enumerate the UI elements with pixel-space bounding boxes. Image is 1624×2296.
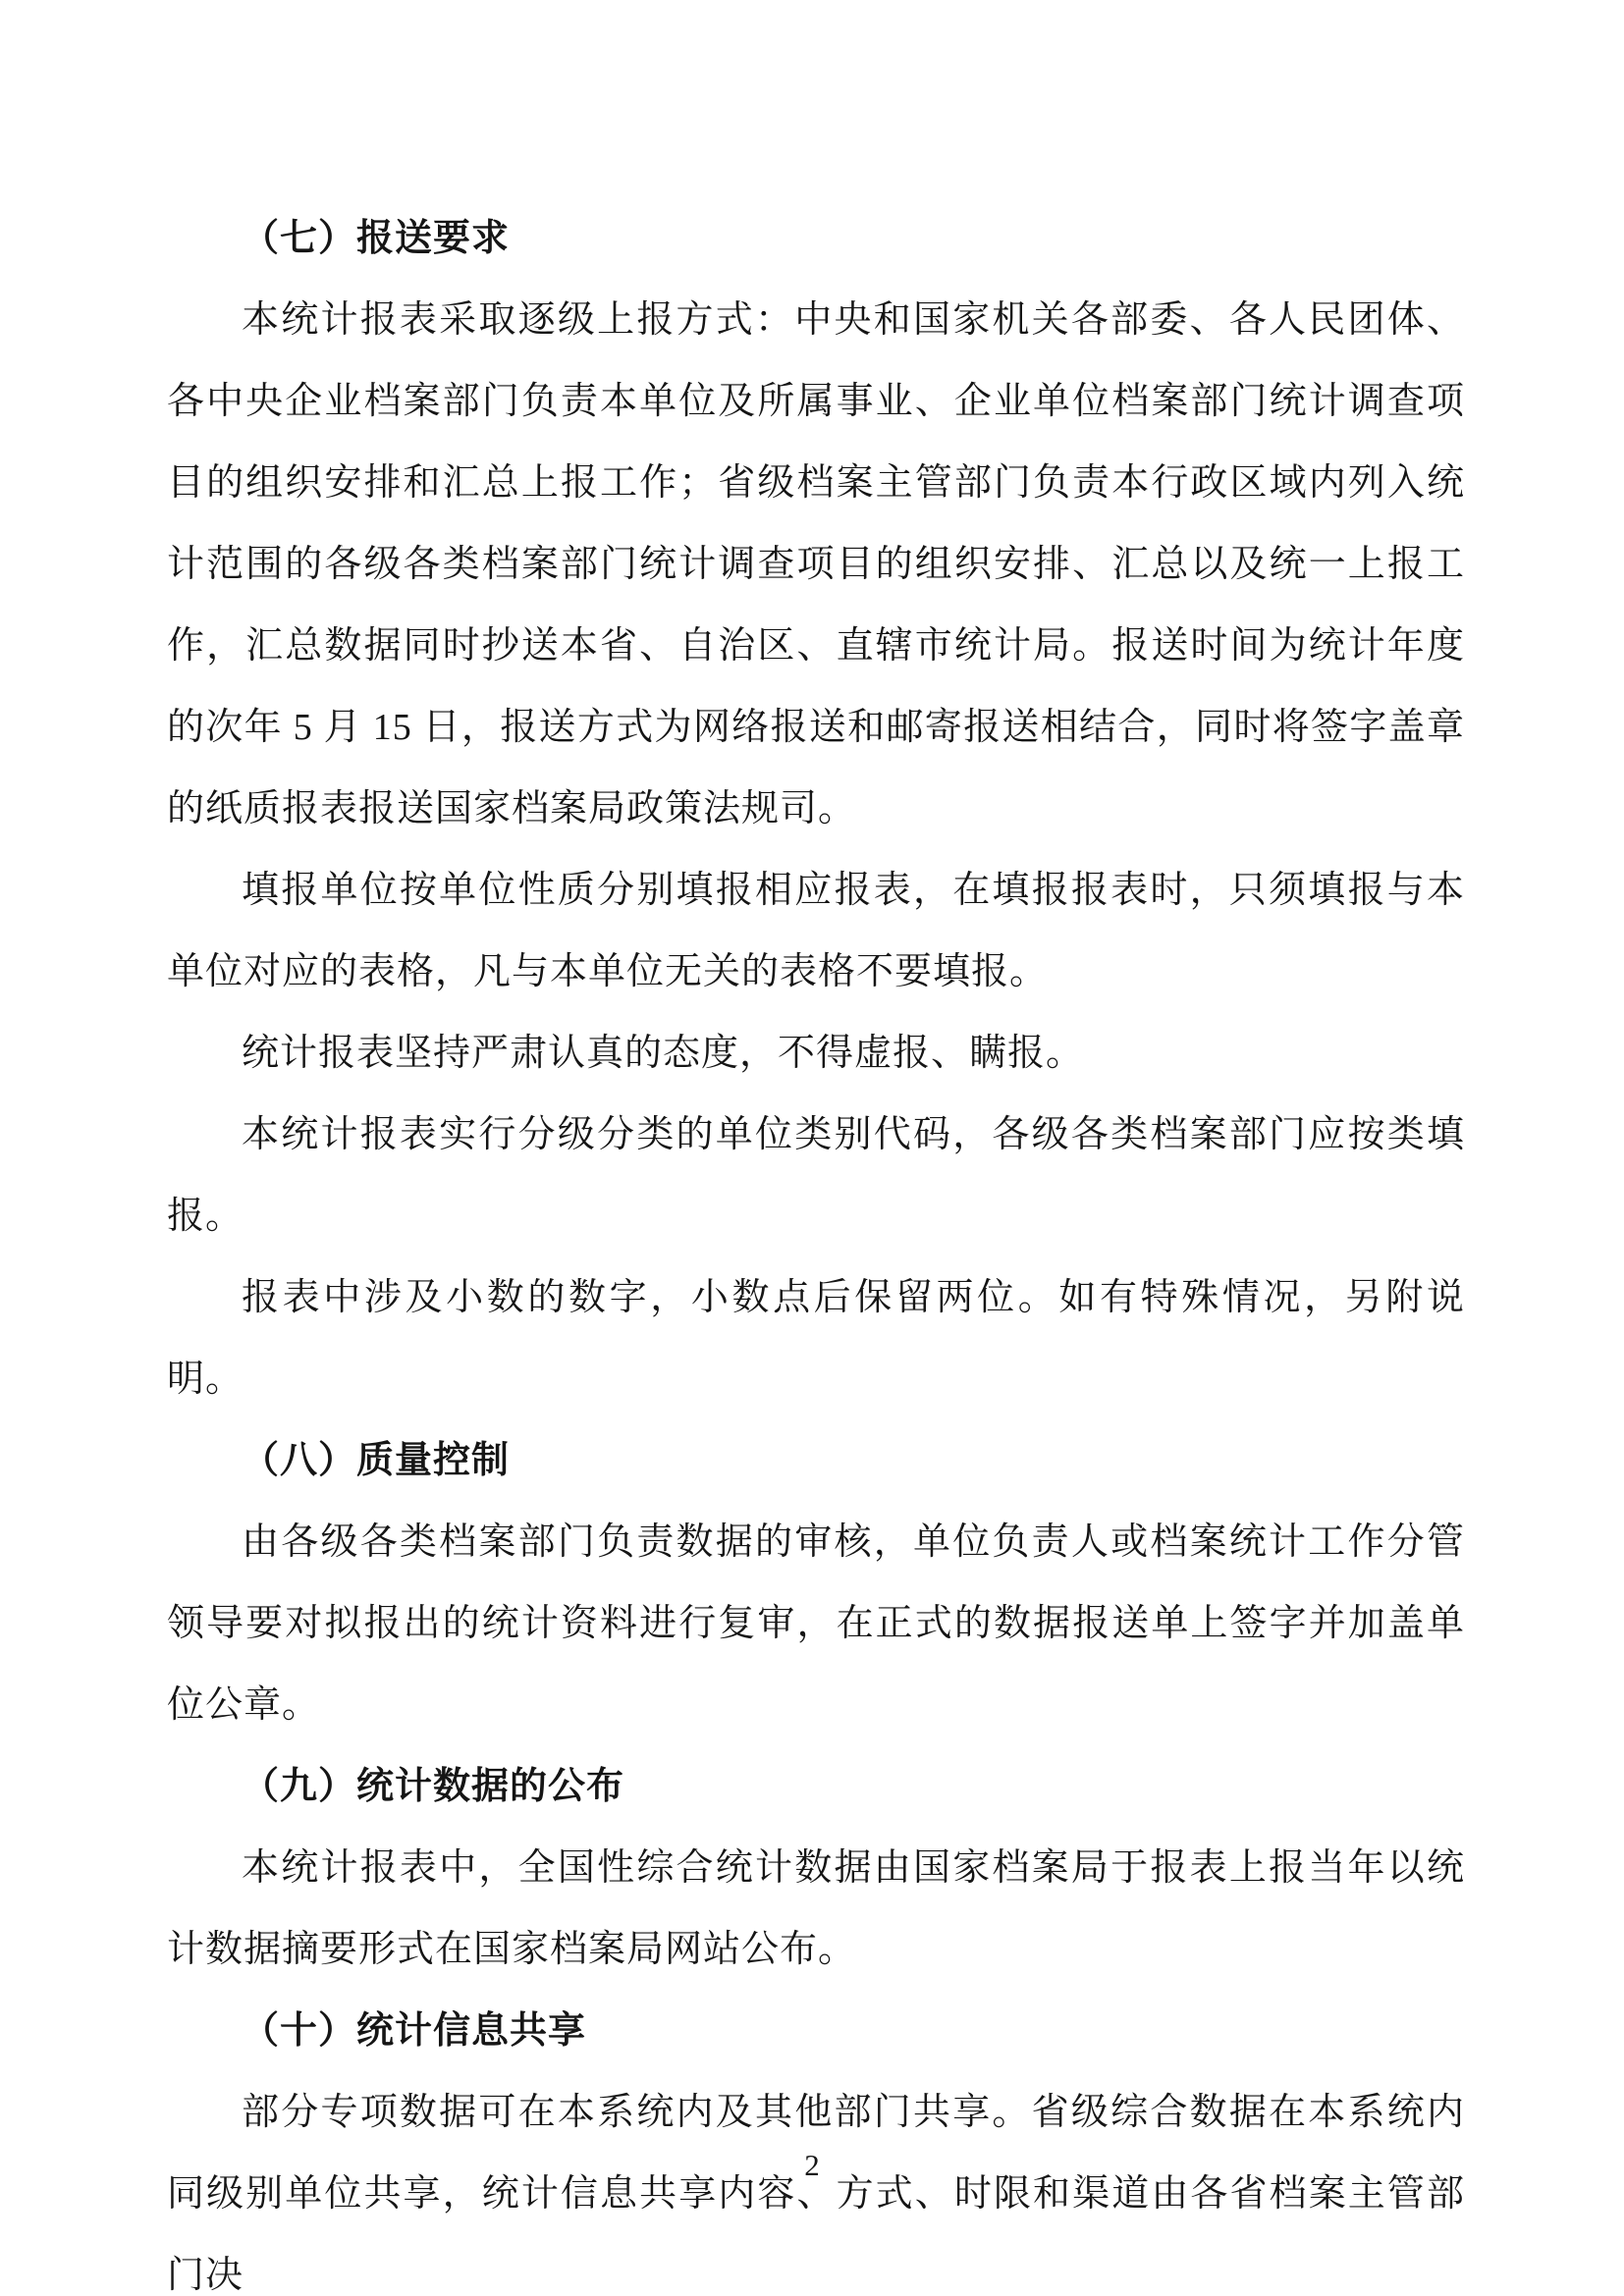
document-body xyxy=(167,198,1465,2296)
section-heading-9: （九）统计数据的公布 xyxy=(242,1766,625,1807)
paragraph: 报表中涉及小数的数字，小数点后保留两位。如有特殊情况，另附说明。 xyxy=(167,1277,1465,1400)
section-heading-7: （七）报送要求 xyxy=(242,218,511,259)
section-heading-10: （十）统计信息共享 xyxy=(242,2010,587,2052)
paragraph: 统计报表坚持严肃认真的态度，不得虚报、瞒报。 xyxy=(242,1033,1085,1074)
paragraph: 本统计报表中，全国性综合统计数据由国家档案局于报表上报当年以统计数据摘要形式在国家档案局网站公布。 xyxy=(167,1847,1465,1970)
paragraph: 填报单位按单位性质分别填报相应报表，在填报报表时，只须填报与本单位对应的表格，凡与本单位无关的表格不要填报。 xyxy=(167,870,1465,992)
section-heading-8: （八）质量控制 xyxy=(242,1440,511,1481)
paragraph: 本统计报表采取逐级上报方式：中央和国家机关各部委、各人民团体、各中央企业档案部门负责本单位及所属事业、企业单位档案部门统计调查项目的组织安排和汇总上报工作；省级档案主管部门负责本行政区域内列入统计范围的各级各类档案部门统计调查项目的组织安排、汇总以及统一上报工作，汇总数据同时抄送本省、自治区、直辖市统计局。报送时间为统计年度的次年 5 月 15 日，报送方式为网络报送和邮寄报送相结合，同时将签字盖章的纸质报表报送国家档案局政策法规司。 xyxy=(167,299,1465,829)
page-number: 2 xyxy=(804,2148,820,2182)
paragraph: 本统计报表实行分级分类的单位类别代码，各级各类档案部门应按类填报。 xyxy=(167,1114,1465,1237)
paragraph: 部分专项数据可在本系统内及其他部门共享。省级综合数据在本系统内同级别单位共享，统计信息共享内容、方式、时限和渠道由各省档案主管部门决 xyxy=(167,2092,1465,2296)
paragraph: 由各级各类档案部门负责数据的审核，单位负责人或档案统计工作分管领导要对拟报出的统计资料进行复审，在正式的数据报送单上签字并加盖单位公章。 xyxy=(167,1522,1465,1726)
